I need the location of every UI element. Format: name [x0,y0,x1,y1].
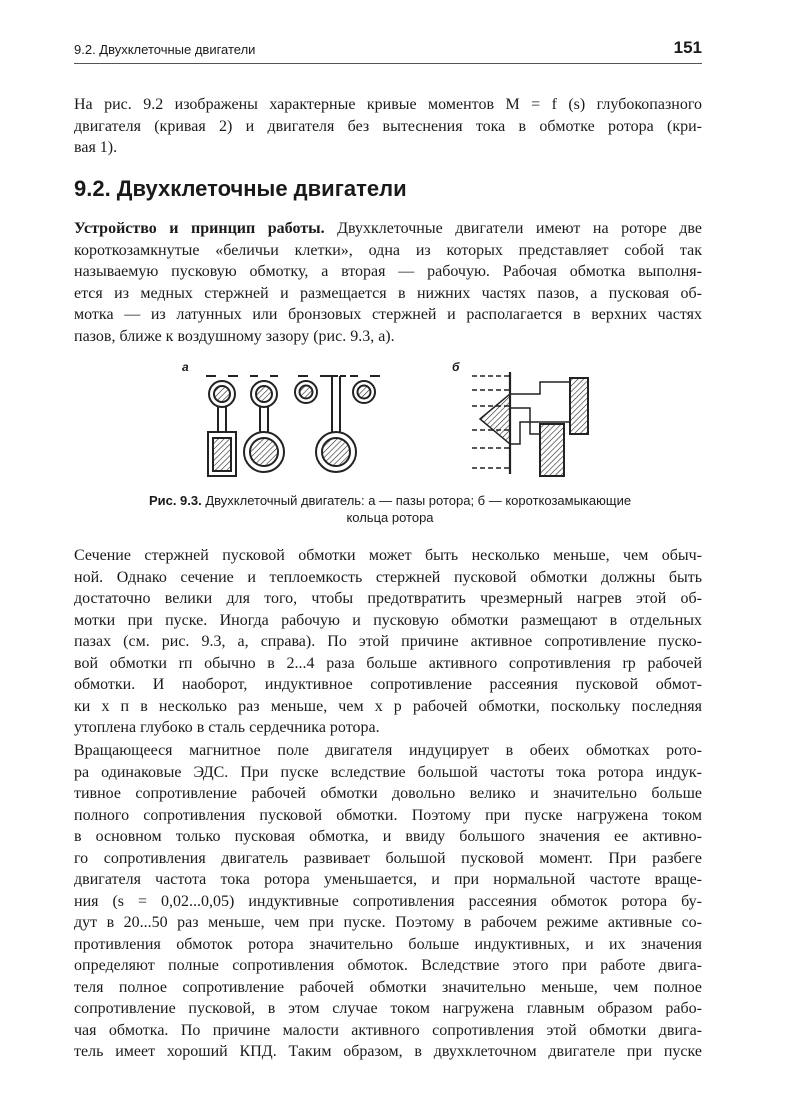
paragraph-sections [74,545,702,739]
rotor-slots [206,376,380,476]
text-line: полного сопротивления пусковой обмотки. Поэтому при пуске нагружена током [74,806,702,824]
intro-paragraph [74,94,702,159]
text-line: го сопротивления двигатель развивает большой пусковой момент. При разбеге [74,849,702,867]
running-title: 9.2. Двухклеточные двигатели [74,42,256,57]
text-line: тивное сопротивление рабочей обмотки довольно велико и значительно больше [74,785,702,802]
paragraph-operation [74,740,702,1063]
caption-text: Двухклеточный двигатель: а — пазы ротора; б — короткозамыкающие [205,493,632,508]
short-circuit-rings [472,372,588,476]
page-number: 151 [673,38,702,57]
running-header [74,38,702,60]
text-line: чая обмотка. По причине малости активного сопротивления этой обмотки двига- [74,1021,702,1039]
text-line: теля полное сопротивление рабочей обмотки значительно меньше, чем полное [74,978,702,996]
text-line: вая 1). [74,139,118,156]
text-line: обмотки. И наоборот, индуктивное сопротивление рассеяния пусковой обмот- [74,676,702,693]
text-line: Вращающееся магнитное поле двигателя индуцирует в обеих обмотках рото- [74,742,702,759]
caption-text-2: кольца ротора [346,510,434,525]
text-line: утоплена глубоко в сталь сердечника ротора. [74,719,380,736]
figure-9-3 [180,358,600,490]
text-line: На рис. 9.2 изображены характерные кривые моментов M = f (s) глубокопазного [74,96,702,113]
text-line: дут в 20...50 раз меньше, чем при пуске. Поэтому в рабочем режиме активные со- [74,914,702,931]
text-line: тель имеет хороший КПД. Таким образом, в двухклеточном двигателе при пуске [74,1043,702,1060]
text-line: пазов, ближе к воздушному зазору (рис. 9.3, а). [74,327,395,345]
text-line: двигателя (кривая 2) и двигателя без вытеснения тока в обмотке ротора (кри- [74,117,702,135]
text-line: ки x п в несколько раз меньше, чем x р рабочей обмотки, поскольку последняя [74,697,702,715]
text-line: ра одинаковые ЭДС. При пуске вследствие большой частоты тока ротора индук- [74,763,702,781]
text-line: определяют полные сопротивления обмоток. Вследствие этого при работе двига- [74,957,702,974]
section-heading: 9.2. Двухклеточные двигатели [74,176,407,201]
text-line: сопротивление пусковой, в этом случае током нагружена главным образом рабо- [74,1000,702,1017]
text-line: ной. Однако сечение и теплоемкость стержней пусковой обмотки должны быть [74,568,702,586]
text-line: достаточно велики для того, чтобы предотвратить чрезмерный нагрев этой об- [74,590,702,607]
header-rule [74,63,702,64]
text-line: вой обмотки rп обычно в 2...4 раза больше активного сопротивления rр рабочей [74,654,702,672]
caption-label: Рис. 9.3. [148,493,202,508]
text-line: Сечение стержней пусковой обмотки может быть несколько меньше, чем обыч- [74,547,702,564]
figure-label-b: б [452,360,460,374]
text-line: пазах (см. рис. 9.3, а, справа). По этой причине активное сопротивление пуско- [74,633,702,650]
rotor-diagram [180,358,600,490]
text-line: ния (s = 0,02...0,05) индуктивные сопротивления рассеяния обмоток ротора бу- [74,892,702,910]
text-line: ется из медных стержней и размещается в нижних частях пазов, а пусковая об- [74,284,702,302]
text-line: мотка — из латунных или бронзовых стержней и располагается в верхних частях [74,306,702,323]
lead-in: Устройство и принцип работы. [74,220,325,237]
text-line: двигателя частота тока ротора уменьшается, и при нормальной частоте враще- [74,871,702,888]
paragraph-device [74,218,702,347]
text-line: в основном только пусковая обмотка, и ввиду большого значения ее активно- [74,828,702,845]
figure-caption [110,492,670,526]
figure-label-a: а [182,360,189,374]
text-line: мотки при пуске. Иногда рабочую и пусковую обмотки размещают в отдельных [74,611,702,629]
text-line: называемую пусковую обмотку, а вторая — рабочую. Рабочая обмотка выполня- [74,263,702,280]
text-line: Устройство и принцип работы. Двухклеточные двигатели имеют на роторе две [74,220,702,237]
text-line: противления обмоток ротора значительно больше индуктивных, и их значения [74,935,702,953]
text-line: короткозамкнутые «беличьи клетки», одна из которых представляет собой так [74,241,702,259]
